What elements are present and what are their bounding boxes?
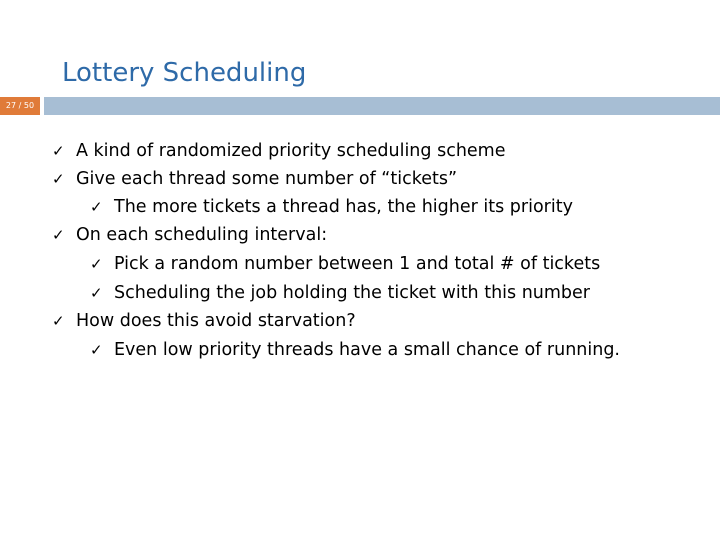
- bullet-item: [52, 138, 506, 164]
- bullet-text: The more tickets a thread has, the higher its priority: [114, 197, 573, 217]
- checkmark-icon: ✓: [52, 312, 65, 330]
- sub-bullet-item: [90, 337, 620, 363]
- bullet-text: On each scheduling interval:: [76, 225, 328, 245]
- bullet-item: [52, 166, 457, 192]
- checkmark-icon: ✓: [90, 284, 103, 302]
- bullet-text: A kind of randomized priority scheduling scheme: [76, 141, 506, 161]
- checkmark-icon: ✓: [90, 198, 103, 216]
- bullet-text: How does this avoid starvation?: [76, 311, 356, 331]
- bullet-item: [52, 222, 327, 248]
- checkmark-icon: ✓: [52, 142, 65, 160]
- bullet-text: Pick a random number between 1 and total # of tickets: [114, 254, 601, 274]
- bullet-item: [52, 308, 356, 334]
- checkmark-icon: ✓: [90, 341, 103, 359]
- bullet-text: Scheduling the job holding the ticket with this number: [114, 283, 591, 303]
- checkmark-icon: ✓: [52, 170, 65, 188]
- bullet-text: Even low priority threads have a small chance of running.: [114, 340, 620, 360]
- sub-bullet-item: [90, 251, 600, 277]
- slide-number: 27 / 50: [5, 101, 35, 110]
- bullet-text: Give each thread some number of “tickets”: [76, 169, 458, 189]
- sub-bullet-item: [90, 280, 590, 306]
- checkmark-icon: ✓: [90, 255, 103, 273]
- header-bar: [44, 97, 720, 115]
- sub-bullet-item: [90, 194, 573, 220]
- slide-title: Lottery Scheduling: [62, 58, 307, 88]
- checkmark-icon: ✓: [52, 226, 65, 244]
